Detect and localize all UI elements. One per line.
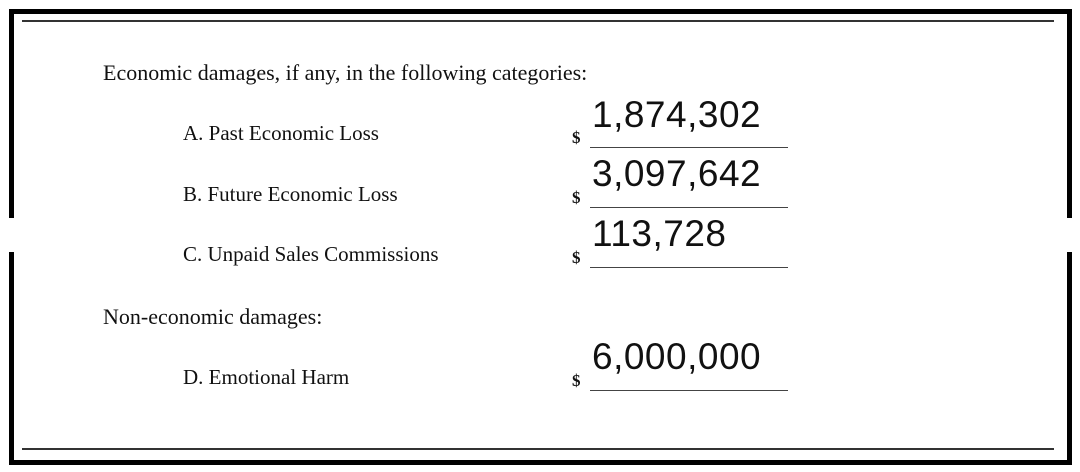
dollar-sign: $ bbox=[572, 188, 581, 207]
frame-gap bbox=[0, 218, 1080, 252]
amount-underline bbox=[590, 147, 788, 148]
dollar-sign: $ bbox=[572, 128, 581, 147]
economic-damages-heading: Economic damages, if any, in the following categories: bbox=[103, 60, 588, 85]
bottom-rule bbox=[22, 448, 1054, 450]
noneconomic-damages-heading: Non-economic damages: bbox=[103, 304, 323, 329]
amount-unpaid-sales-commissions[interactable]: 113,728 bbox=[592, 213, 727, 254]
amount-past-economic-loss[interactable]: 1,874,302 bbox=[592, 94, 762, 135]
dollar-sign: $ bbox=[572, 371, 581, 390]
item-label-emotional-harm: D. Emotional Harm bbox=[183, 365, 350, 389]
amount-emotional-harm[interactable]: 6,000,000 bbox=[592, 336, 762, 377]
item-label-future-economic-loss: B. Future Economic Loss bbox=[183, 182, 398, 206]
amount-underline bbox=[590, 267, 788, 268]
amount-underline bbox=[590, 390, 788, 391]
amount-underline bbox=[590, 207, 788, 208]
dollar-sign: $ bbox=[572, 248, 581, 267]
top-rule bbox=[22, 20, 1054, 22]
item-label-unpaid-sales-commissions: C. Unpaid Sales Commissions bbox=[183, 242, 439, 266]
amount-future-economic-loss[interactable]: 3,097,642 bbox=[592, 153, 762, 194]
item-label-past-economic-loss: A. Past Economic Loss bbox=[183, 121, 379, 145]
